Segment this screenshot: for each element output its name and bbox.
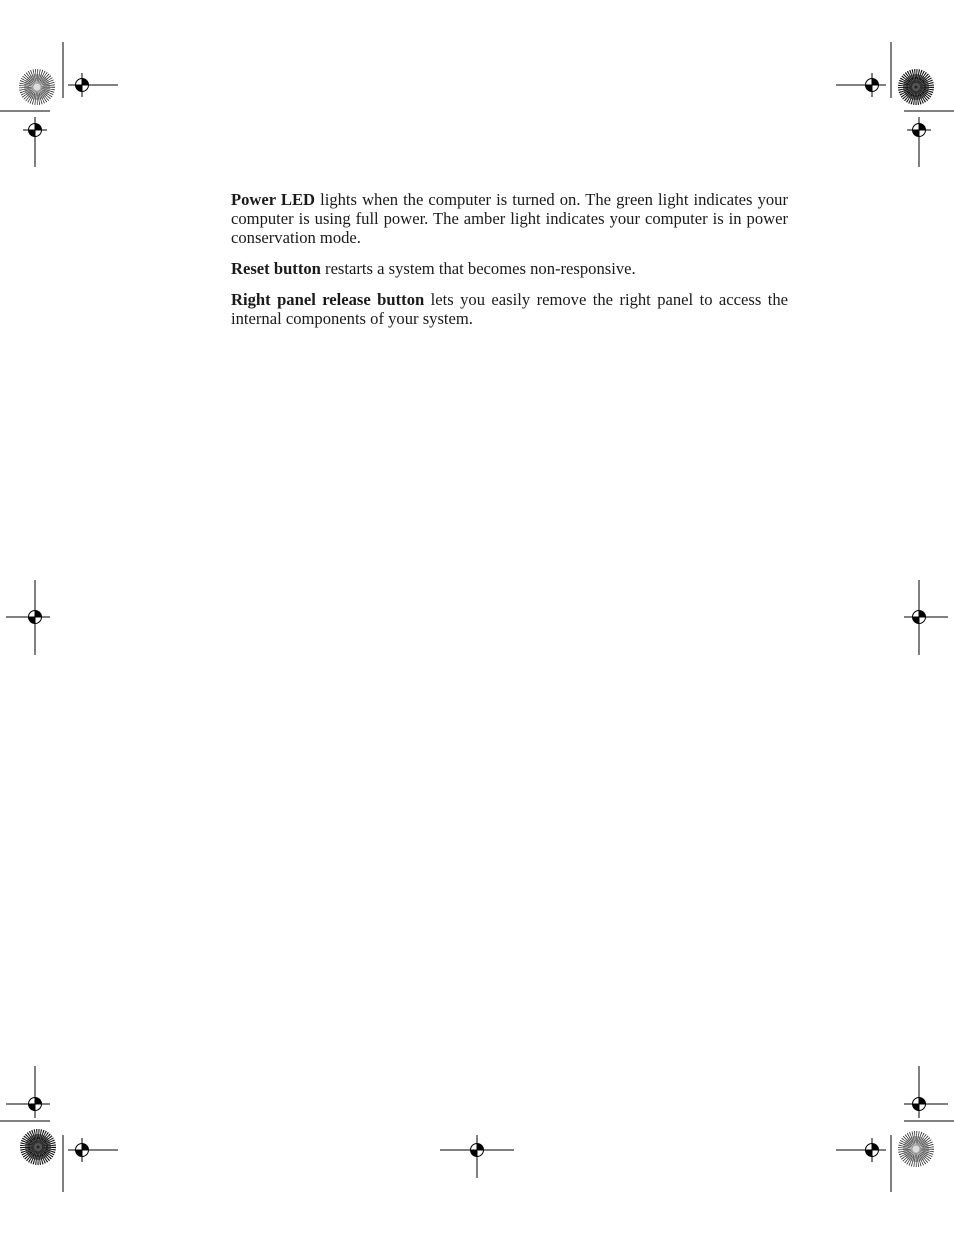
term-reset-button: Reset button	[231, 259, 321, 278]
crop-mark-bottom-left	[0, 1066, 118, 1192]
term-right-panel-release-button: Right panel release button	[231, 290, 425, 309]
paragraph-reset-button	[231, 259, 788, 278]
crop-mark-middle-right	[904, 580, 948, 655]
term-power-led: Power LED	[231, 190, 316, 209]
paragraph-right-panel-release-button	[231, 290, 788, 328]
description-power-led: lights when the computer is turned on. The green light indicates your computer is using full power. The amber light indicates your computer is in power conservation mode.	[231, 190, 788, 247]
crop-mark-bottom-right	[836, 1066, 954, 1192]
description-reset-button: restarts a system that becomes non-responsive.	[320, 259, 636, 278]
description-right-panel-release-button: lets you easily remove the right panel to access the internal components of your system.	[231, 290, 788, 328]
crop-mark-middle-left	[6, 580, 50, 655]
paragraph-power-led	[231, 190, 788, 247]
crop-mark-top-left	[0, 42, 118, 167]
document-body	[231, 190, 788, 340]
crop-mark-top-right	[836, 42, 954, 167]
crop-mark-bottom-center	[440, 1135, 514, 1178]
